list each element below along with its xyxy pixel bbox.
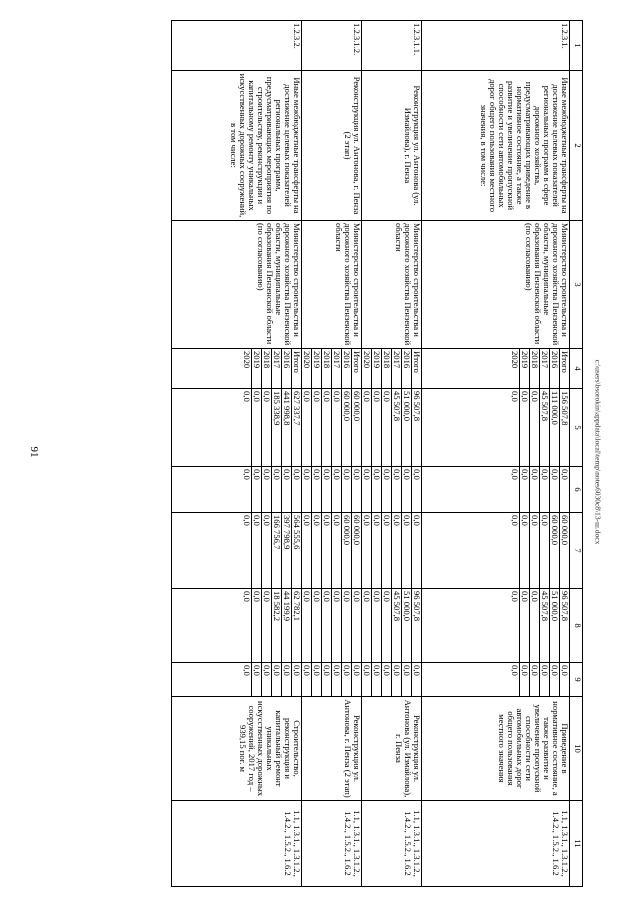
column-header: 5	[570, 389, 583, 467]
measure-indicators: 1.1, 1.3.1., 1.3.1.2., 1.4.2., 1.5.2., 1.6.2	[171, 801, 301, 887]
local-funding-cell: 51 000,0	[549, 589, 559, 663]
year-cell: 2017	[271, 349, 281, 389]
federal-funding-cell: 0,0	[341, 467, 351, 513]
local-funding-cell: 0,0	[331, 589, 341, 663]
local-funding-cell: 0,0	[301, 589, 311, 663]
total-funding-cell: 0,0	[519, 389, 529, 467]
other-funding-cell: 0,0	[549, 663, 559, 697]
federal-funding-cell: 0,0	[351, 467, 361, 513]
measure-indicators: 1.1, 1.3.1., 1.3.1.2., 1.4.2., 1.5.2., 1.6.2	[421, 801, 569, 887]
regional-funding-cell: 0,0	[401, 513, 411, 589]
total-funding-cell: 441 998,8	[281, 389, 291, 467]
other-funding-cell: 0,0	[371, 663, 381, 697]
other-funding-cell: 0,0	[351, 663, 361, 697]
measure-code: 1.2.3.1.1.	[361, 21, 421, 71]
year-cell: Итого	[411, 349, 421, 389]
column-header: 11	[570, 801, 583, 887]
local-funding-cell: 0,0	[351, 589, 361, 663]
total-funding-cell: 60 000,0	[351, 389, 361, 467]
year-cell: Итого	[559, 349, 569, 389]
year-cell: 2020	[301, 349, 311, 389]
total-funding-cell: 0,0	[331, 389, 341, 467]
regional-funding-cell: 0,0	[261, 513, 271, 589]
local-funding-cell: 0,0	[371, 589, 381, 663]
local-funding-cell: 45 507,8	[391, 589, 401, 663]
federal-funding-cell: 0,0	[261, 467, 271, 513]
local-funding-cell: 0,0	[529, 589, 539, 663]
regional-funding-cell: 0,0	[321, 513, 331, 589]
federal-funding-cell: 0,0	[311, 467, 321, 513]
measure-executor: Министерство строительства и дорожного хозяйства Пензенской области, муниципальные образования Пензенской области (по согласованию)	[171, 221, 301, 349]
total-funding-cell: 0,0	[311, 389, 321, 467]
local-funding-cell: 18 582,2	[271, 589, 281, 663]
measure-result: Строительство, реконструкция и капитальный ремонт уникальных искусственных дорожных сооружений, 2017 год – 939,15 пог. м	[171, 697, 301, 801]
federal-funding-cell: 0,0	[361, 467, 371, 513]
program-measures-table	[171, 20, 583, 887]
measure-name: Иные межбюджетные трансферты на достижение целевых показателей региональных программ в сфере дорожного хозяйства, предусматривающих приведение в нормативное состояние, а также развитие и увеличение пропускной способности сети автомобильных дорог общего пользования местного значения, в том числе:	[421, 71, 569, 221]
column-header: 7	[570, 513, 583, 589]
regional-funding-cell: 397 798,9	[281, 513, 291, 589]
local-funding-cell: 0,0	[171, 589, 251, 663]
other-funding-cell: 0,0	[519, 663, 529, 697]
other-funding-cell: 0,0	[291, 663, 301, 697]
document-file-path: c:\users\bsorokin\appdata\local\temp\notes6030c8\13-ш.docx	[593, 359, 603, 545]
local-funding-cell: 62 782,1	[291, 589, 301, 663]
regional-funding-cell: 60 000,0	[549, 513, 559, 589]
year-cell: Итого	[351, 349, 361, 389]
other-funding-cell: 0,0	[301, 663, 311, 697]
year-cell: 2017	[391, 349, 401, 389]
regional-funding-cell: 0,0	[371, 513, 381, 589]
regional-funding-cell: 0,0	[391, 513, 401, 589]
federal-funding-cell: 0,0	[301, 467, 311, 513]
total-funding-cell: 0,0	[381, 389, 391, 467]
local-funding-cell: 0,0	[341, 589, 351, 663]
measure-executor: Министерство строительства и дорожного хозяйства Пензенской области	[301, 221, 361, 349]
other-funding-cell: 0,0	[321, 663, 331, 697]
total-funding-cell: 185 338,9	[271, 389, 281, 467]
measure-name: Реконструкция ул. Антонова, г. Пенза (2 этап)	[301, 71, 361, 221]
other-funding-cell: 0,0	[281, 663, 291, 697]
local-funding-cell: 0,0	[381, 589, 391, 663]
year-cell: 2018	[529, 349, 539, 389]
year-cell: 2018	[321, 349, 331, 389]
local-funding-cell: 0,0	[311, 589, 321, 663]
total-funding-cell: 111 000,0	[549, 389, 559, 467]
federal-funding-cell: 0,0	[251, 467, 261, 513]
local-funding-cell: 0,0	[519, 589, 529, 663]
other-funding-cell: 0,0	[311, 663, 321, 697]
regional-funding-cell: 0,0	[331, 513, 341, 589]
local-funding-cell: 0,0	[261, 589, 271, 663]
local-funding-cell: 44 199,9	[281, 589, 291, 663]
federal-funding-cell: 0,0	[281, 467, 291, 513]
federal-funding-cell: 0,0	[391, 467, 401, 513]
year-cell: 2018	[381, 349, 391, 389]
column-header: 9	[570, 663, 583, 697]
other-funding-cell: 0,0	[539, 663, 549, 697]
regional-funding-cell: 0,0	[519, 513, 529, 589]
local-funding-cell: 45 507,8	[539, 589, 549, 663]
regional-funding-cell: 60 000,0	[341, 513, 351, 589]
federal-funding-cell: 0,0	[539, 467, 549, 513]
federal-funding-cell: 0,0	[401, 467, 411, 513]
other-funding-cell: 0,0	[261, 663, 271, 697]
year-cell: 2019	[519, 349, 529, 389]
local-funding-cell: 96 507,8	[559, 589, 569, 663]
measure-section	[301, 21, 361, 887]
regional-funding-cell: 166 756,7	[271, 513, 281, 589]
regional-funding-cell: 0,0	[361, 513, 371, 589]
federal-funding-cell: 0,0	[321, 467, 331, 513]
total-funding-cell: 0,0	[361, 389, 371, 467]
measure-name: Реконструкция ул. Антонова (ул. Измайлова), г. Пенза	[361, 71, 421, 221]
federal-funding-cell: 0,0	[371, 467, 381, 513]
table-row	[351, 21, 361, 887]
column-header: 1	[570, 21, 583, 71]
federal-funding-cell: 0,0	[171, 467, 251, 513]
total-funding-cell: 0,0	[171, 389, 251, 467]
regional-funding-cell: 0,0	[301, 513, 311, 589]
rotated-table-container	[57, 20, 583, 886]
measure-section	[421, 21, 569, 887]
federal-funding-cell: 0,0	[411, 467, 421, 513]
page-number: 91	[28, 446, 40, 458]
year-cell: 2016	[281, 349, 291, 389]
other-funding-cell: 0,0	[529, 663, 539, 697]
column-header: 6	[570, 467, 583, 513]
federal-funding-cell: 0,0	[529, 467, 539, 513]
measure-result: Приведение в нормативное состояние, а также развитие и увеличение пропускной способности сети автомобильных дорог общего пользования местного значения	[421, 697, 569, 801]
year-cell: 2020	[361, 349, 371, 389]
other-funding-cell: 0,0	[271, 663, 281, 697]
total-funding-cell: 156 507,8	[559, 389, 569, 467]
total-funding-cell: 0,0	[301, 389, 311, 467]
year-cell: 2017	[331, 349, 341, 389]
federal-funding-cell: 0,0	[291, 467, 301, 513]
table-row	[411, 21, 421, 887]
measure-result: Реконструкция ул. Антонова, г. Пенза (2 этап)	[301, 697, 361, 801]
year-cell: 2019	[371, 349, 381, 389]
total-funding-cell: 45 507,8	[391, 389, 401, 467]
year-cell: 2018	[261, 349, 271, 389]
federal-funding-cell: 0,0	[331, 467, 341, 513]
column-header: 10	[570, 697, 583, 801]
other-funding-cell: 0,0	[559, 663, 569, 697]
column-header: 4	[570, 349, 583, 389]
local-funding-cell: 0,0	[361, 589, 371, 663]
federal-funding-cell: 0,0	[559, 467, 569, 513]
measure-result: Реконструкция ул. Антонова (ул. Измайлова), г. Пенза	[361, 697, 421, 801]
local-funding-cell: 0,0	[251, 589, 261, 663]
regional-funding-cell: 0,0	[311, 513, 321, 589]
total-funding-cell: 0,0	[421, 389, 519, 467]
regional-funding-cell: 0,0	[411, 513, 421, 589]
table-row	[559, 21, 569, 887]
total-funding-cell: 0,0	[261, 389, 271, 467]
table-row	[291, 21, 301, 887]
year-cell: 2020	[421, 349, 519, 389]
other-funding-cell: 0,0	[331, 663, 341, 697]
total-funding-cell: 0,0	[371, 389, 381, 467]
local-funding-cell: 0,0	[321, 589, 331, 663]
federal-funding-cell: 0,0	[519, 467, 529, 513]
column-header: 8	[570, 589, 583, 663]
measure-indicators: 1.1, 1.3.1., 1.3.1.2., 1.4.2., 1.5.2., 1.6.2	[301, 801, 361, 887]
other-funding-cell: 0,0	[251, 663, 261, 697]
measure-executor: Министерство строительства и дорожного хозяйства Пензенской области, муниципальные образования Пензенской области (по согласованию)	[421, 221, 569, 349]
other-funding-cell: 0,0	[391, 663, 401, 697]
measure-section	[171, 21, 301, 887]
measure-code: 1.2.3.1.2.	[301, 21, 361, 71]
federal-funding-cell: 0,0	[271, 467, 281, 513]
total-funding-cell: 0,0	[251, 389, 261, 467]
regional-funding-cell: 0,0	[421, 513, 519, 589]
regional-funding-cell: 60 000,0	[351, 513, 361, 589]
other-funding-cell: 0,0	[411, 663, 421, 697]
column-header: 3	[570, 221, 583, 349]
year-cell: 2020	[171, 349, 251, 389]
measure-indicators: 1.1, 1.3.1., 1.3.1.2., 1.4.2., 1.5.2., 1.6.2	[361, 801, 421, 887]
total-funding-cell: 627 337,7	[291, 389, 301, 467]
regional-funding-cell: 60 000,0	[559, 513, 569, 589]
regional-funding-cell: 0,0	[539, 513, 549, 589]
other-funding-cell: 0,0	[421, 663, 519, 697]
other-funding-cell: 0,0	[361, 663, 371, 697]
year-cell: 2016	[401, 349, 411, 389]
regional-funding-cell: 0,0	[171, 513, 251, 589]
total-funding-cell: 45 507,8	[539, 389, 549, 467]
measure-name: Иные межбюджетные трансферты на достижение целевых показателей региональных программ, предусматривающих мероприятия по строительству, реконструкции и капитальному ремонту уникальных искусственных дорожных сооружений, в том числе:	[171, 71, 301, 221]
total-funding-cell: 0,0	[321, 389, 331, 467]
year-cell: 2017	[539, 349, 549, 389]
measure-code: 1.2.3.2.	[171, 21, 301, 71]
other-funding-cell: 0,0	[381, 663, 391, 697]
measure-executor: Министерство строительства и дорожного хозяйства Пензенской области	[361, 221, 421, 349]
total-funding-cell: 0,0	[529, 389, 539, 467]
federal-funding-cell: 0,0	[381, 467, 391, 513]
measure-section	[361, 21, 421, 887]
other-funding-cell: 0,0	[341, 663, 351, 697]
local-funding-cell: 96 507,8	[411, 589, 421, 663]
other-funding-cell: 0,0	[401, 663, 411, 697]
regional-funding-cell: 0,0	[381, 513, 391, 589]
year-cell: 2019	[311, 349, 321, 389]
total-funding-cell: 96 507,8	[411, 389, 421, 467]
column-number-row	[570, 21, 583, 887]
regional-funding-cell: 0,0	[529, 513, 539, 589]
local-funding-cell: 0,0	[421, 589, 519, 663]
local-funding-cell: 51 000,0	[401, 589, 411, 663]
column-header: 2	[570, 71, 583, 221]
year-cell: 2019	[251, 349, 261, 389]
other-funding-cell: 0,0	[171, 663, 251, 697]
year-cell: Итого	[291, 349, 301, 389]
regional-funding-cell: 0,0	[251, 513, 261, 589]
regional-funding-cell: 564 555,6	[291, 513, 301, 589]
total-funding-cell: 51 000,0	[401, 389, 411, 467]
measure-code: 1.2.3.1.	[421, 21, 569, 71]
total-funding-cell: 60 000,0	[341, 389, 351, 467]
year-cell: 2016	[549, 349, 559, 389]
year-cell: 2016	[341, 349, 351, 389]
federal-funding-cell: 0,0	[549, 467, 559, 513]
federal-funding-cell: 0,0	[421, 467, 519, 513]
